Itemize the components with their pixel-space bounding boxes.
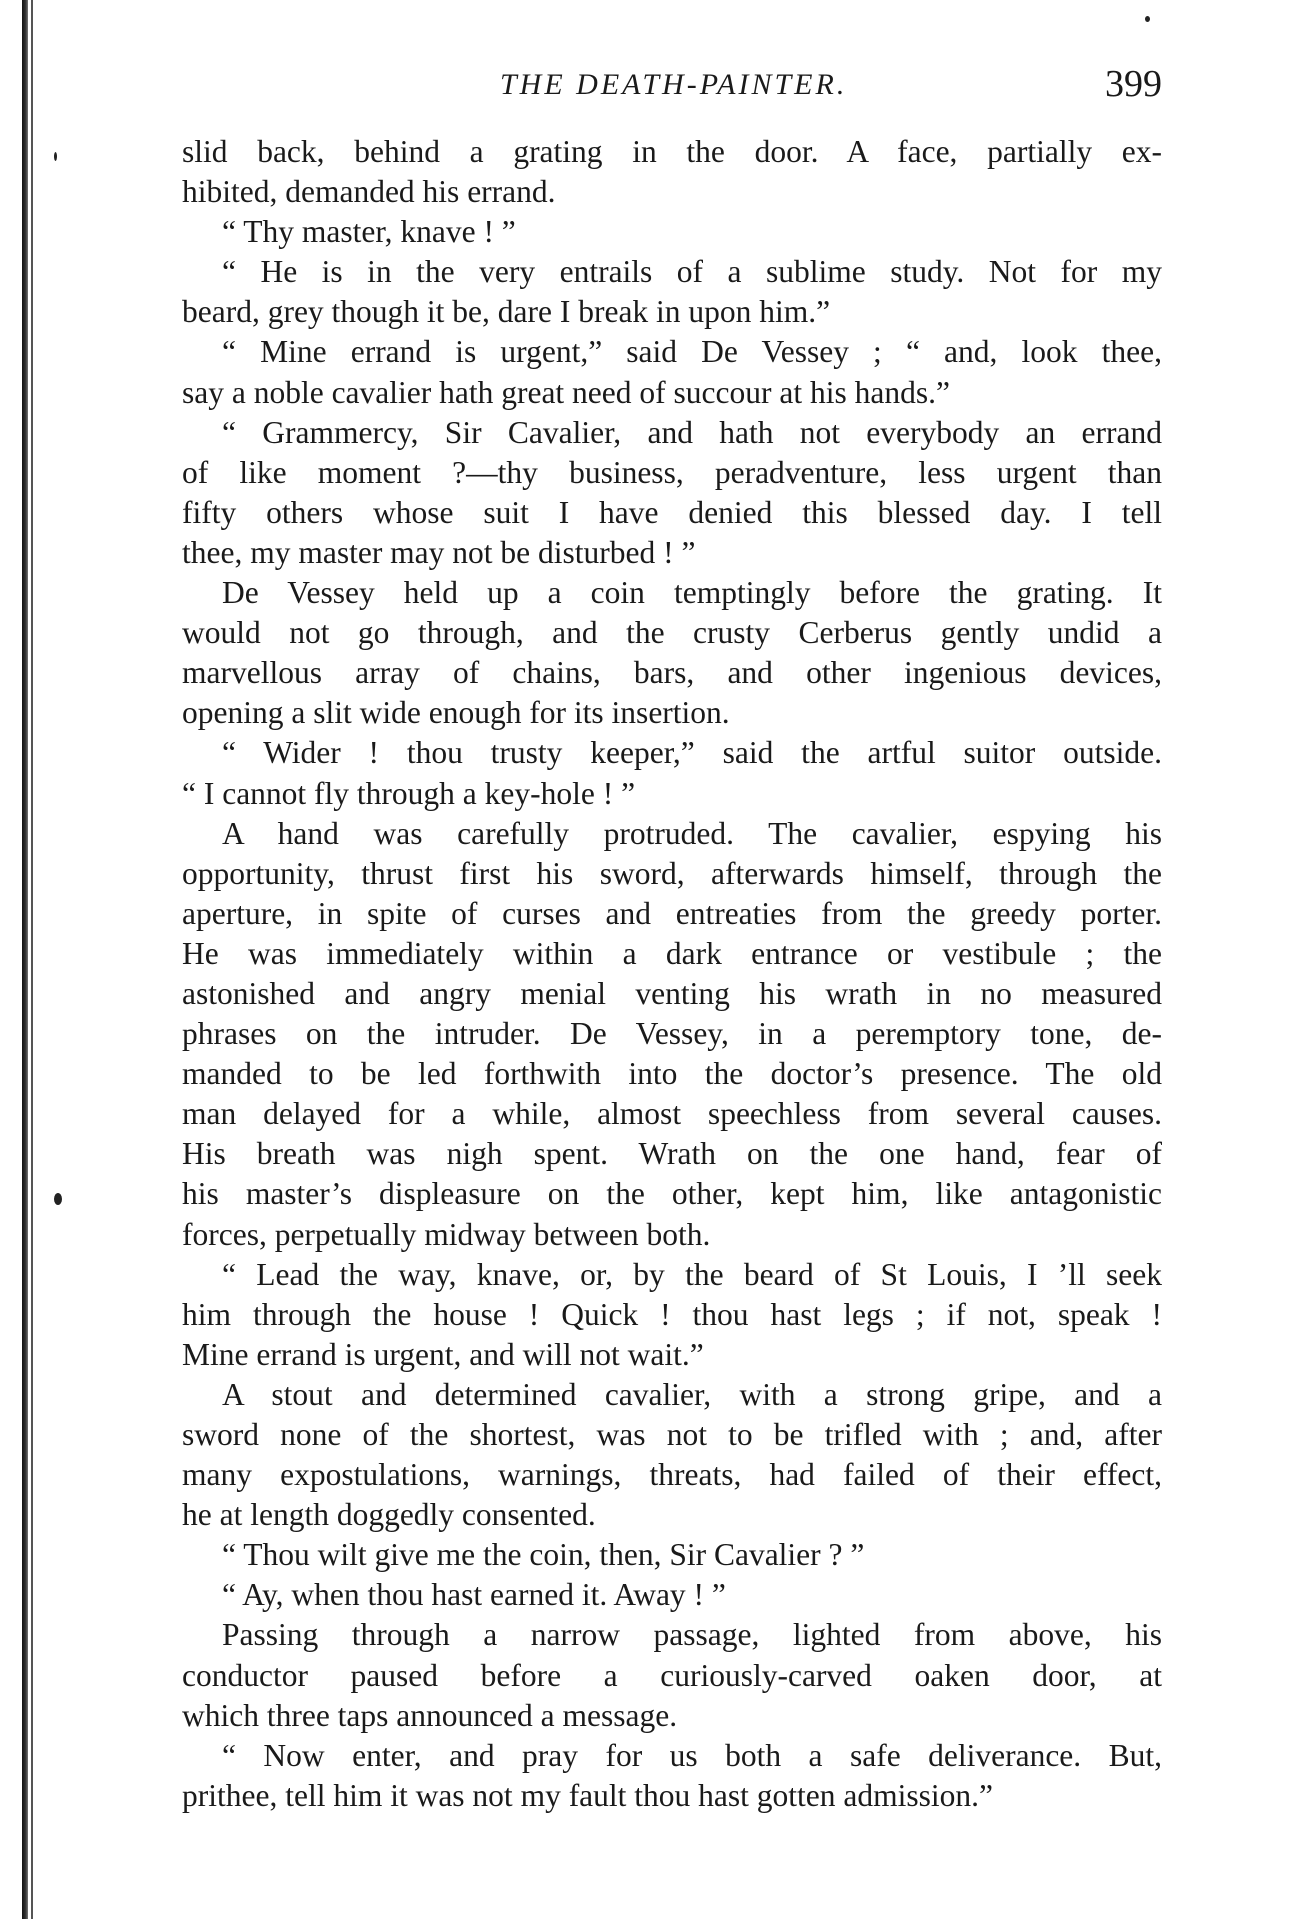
text-line: phrases on the intruder. De Vessey, in a peremptory tone, de- [182, 1016, 1162, 1052]
text-line: manded to be led forthwith into the doctor’s presence. The old [182, 1056, 1162, 1092]
text-line: “ Mine errand is urgent,” said De Vessey ; “ and, look thee, [222, 334, 1162, 370]
text-line: of like moment ?—thy business, peradventure, less urgent than [182, 454, 1162, 490]
text-line: astonished and angry menial venting his wrath in no measured [182, 975, 1162, 1011]
text-line: beard, grey though it be, dare I break in upon him.” [182, 294, 831, 330]
body-text [182, 132, 1162, 1816]
text-line: His breath was nigh spent. Wrath on the one hand, fear of [182, 1136, 1162, 1172]
text-line: Mine errand is urgent, and will not wait.” [182, 1336, 704, 1372]
text-line: “ Wider ! thou trusty keeper,” said the artful suitor outside. [222, 735, 1162, 771]
text-line: “ Lead the way, knave, or, by the beard of St Louis, I ’ll seek [222, 1256, 1162, 1292]
text-line: A stout and determined cavalier, with a strong gripe, and a [222, 1376, 1162, 1412]
text-line: opening a slit wide enough for its insertion. [182, 695, 730, 731]
text-line: conductor paused before a curiously-carved oaken door, at [182, 1657, 1162, 1693]
text-line: opportunity, thrust first his sword, afterwards himself, through the [182, 855, 1162, 891]
ink-speck [1145, 16, 1150, 22]
text-line: him through the house ! Quick ! thou hast legs ; if not, speak ! [182, 1296, 1162, 1332]
text-line: Passing through a narrow passage, lighted from above, his [222, 1617, 1162, 1653]
text-line: man delayed for a while, almost speechless from several causes. [182, 1096, 1162, 1132]
page-binding-edge [22, 0, 28, 1919]
text-line: sword none of the shortest, was not to be trifled with ; and, after [182, 1417, 1162, 1452]
text-line: He was immediately within a dark entrance or vestibule ; the [182, 935, 1162, 971]
text-line: forces, perpetually midway between both. [182, 1216, 711, 1252]
ink-speck [54, 152, 57, 161]
text-line: prithee, tell him it was not my fault thou hast gotten admission.” [182, 1777, 994, 1813]
text-line: “ Thy master, knave ! ” [222, 214, 516, 250]
text-line: “ Ay, when thou hast earned it. Away ! ” [222, 1577, 726, 1613]
text-line: A hand was carefully protruded. The cavalier, espying his [222, 815, 1162, 851]
text-line: fifty others whose suit I have denied this blessed day. I tell [182, 494, 1162, 530]
text-line: De Vessey held up a coin temptingly before the grating. It [222, 575, 1162, 611]
text-line: he at length doggedly consented. [182, 1497, 596, 1533]
text-line: aperture, in spite of curses and entreaties from the greedy porter. [182, 895, 1162, 931]
text-line: marvellous array of chains, bars, and other ingenious devices, [182, 655, 1162, 691]
text-line: many expostulations, warnings, threats, had failed of their effect, [182, 1457, 1162, 1493]
text-line: hibited, demanded his errand. [182, 174, 556, 210]
text-line: his master’s displeasure on the other, kept him, like antagonistic [182, 1176, 1162, 1212]
text-line: “ Thou wilt give me the coin, then, Sir Cavalier ? ” [222, 1537, 865, 1573]
text-line: which three taps announced a message. [182, 1697, 678, 1733]
ink-speck [54, 1193, 62, 1205]
running-header [182, 62, 1162, 112]
text-line: say a noble cavalier hath great need of succour at his hands.” [182, 374, 950, 410]
page-binding-shadow [31, 0, 33, 1919]
text-line: “ I cannot fly through a key-hole ! ” [182, 775, 636, 811]
text-line: would not go through, and the crusty Cerberus gently undid a [182, 615, 1162, 651]
running-title: THE DEATH-PAINTER. [500, 68, 848, 101]
text-line: slid back, behind a grating in the door. A face, partially ex- [182, 134, 1162, 169]
page-number: 399 [1105, 63, 1162, 105]
text-line: thee, my master may not be disturbed ! ” [182, 534, 696, 570]
text-line: “ Now enter, and pray for us both a safe deliverance. But, [222, 1737, 1162, 1773]
text-line: “ Grammercy, Sir Cavalier, and hath not everybody an errand [222, 414, 1162, 450]
text-line: “ He is in the very entrails of a sublime study. Not for my [222, 254, 1162, 290]
